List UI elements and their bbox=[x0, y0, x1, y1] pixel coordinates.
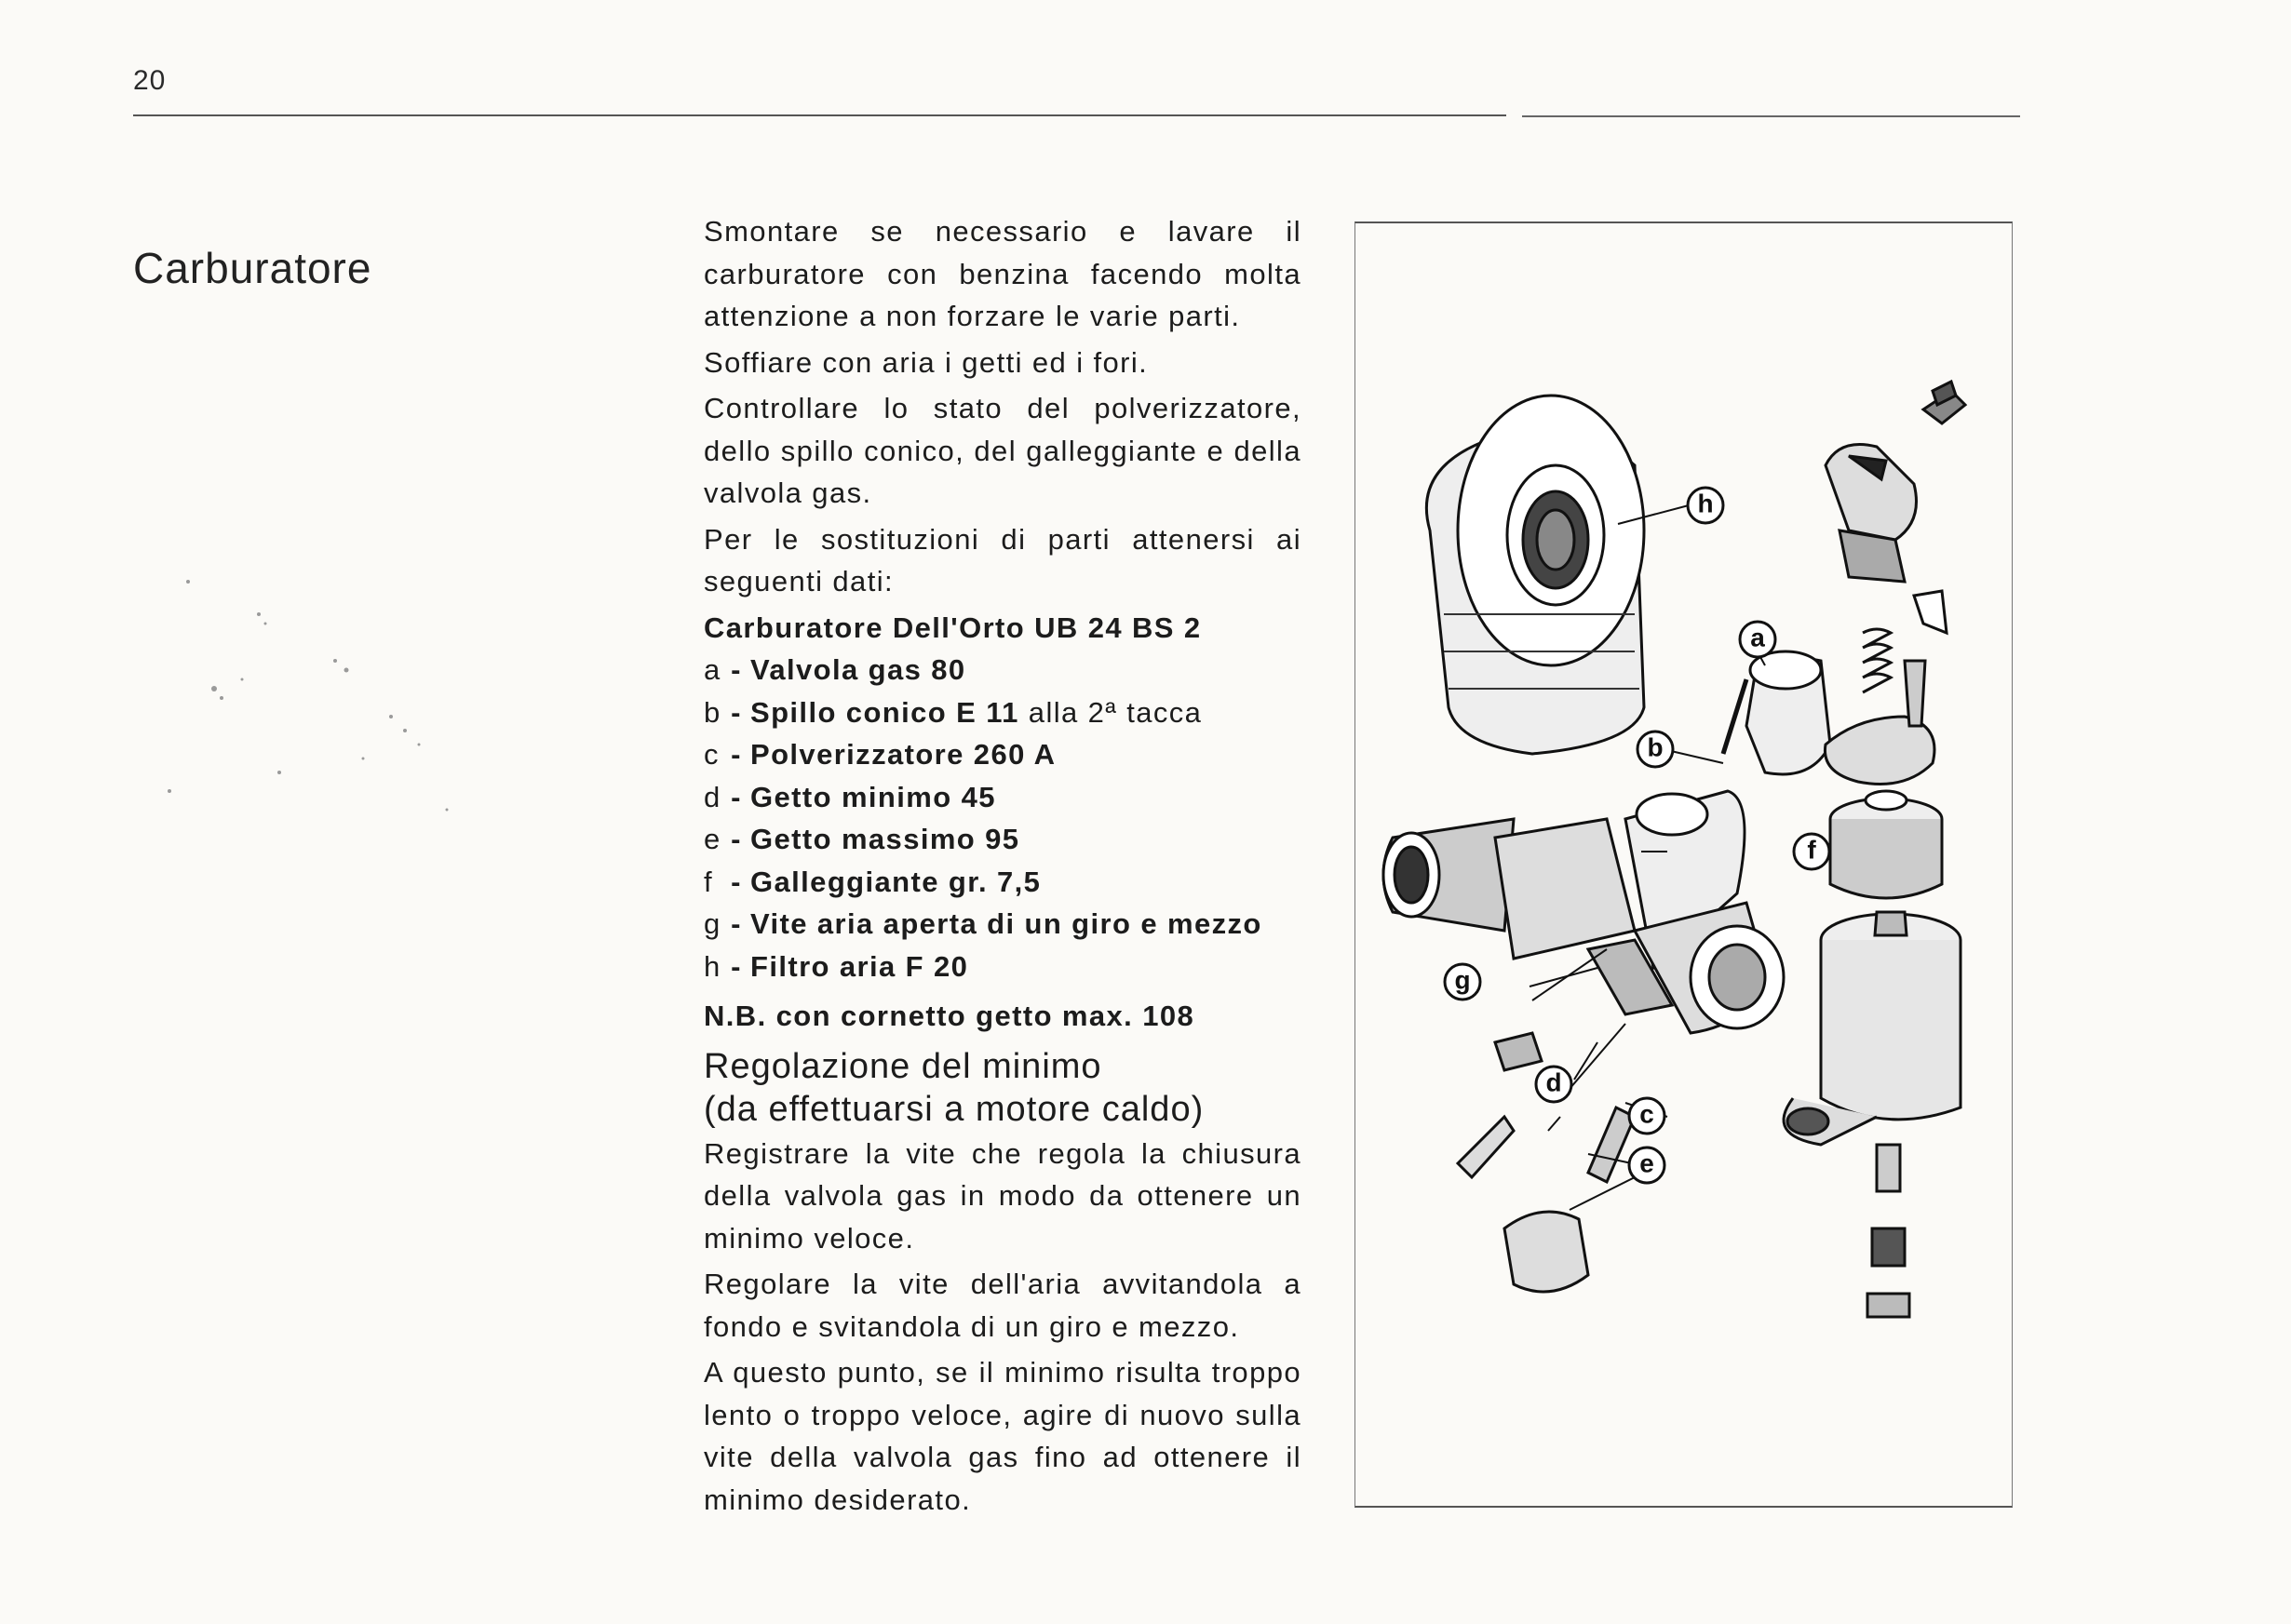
intro-paragraph-1: Smontare se necessario e lavare il carburatore con benzina facendo molta attenzione a non forzare le varie parti. bbox=[704, 215, 1301, 332]
callout-a: a bbox=[1750, 623, 1765, 652]
callout-b: b bbox=[1647, 732, 1664, 762]
float-bowl-part bbox=[1784, 912, 1961, 1317]
spec-letter: g bbox=[704, 907, 721, 940]
spec-item: f - Galleggiante gr. 7,5 bbox=[704, 861, 1301, 904]
spring-part bbox=[1863, 629, 1891, 692]
spec-value: Valvola gas 80 bbox=[750, 653, 966, 686]
spec-item: g - Vite aria aperta di un giro e mezzo bbox=[704, 903, 1301, 946]
carburetor-cap-part bbox=[1826, 382, 1965, 633]
section-title: Carburatore bbox=[133, 243, 372, 292]
spec-value: Spillo conico E 11 bbox=[750, 695, 1019, 729]
main-text-column bbox=[704, 210, 1301, 1524]
atomizer-part bbox=[1588, 1107, 1635, 1182]
subsection-title-line-2: (da effettuarsi a motore caldo) bbox=[704, 1089, 1205, 1129]
idle-paragraph-1: Registrare la vite che regola la chiusura della valvola gas in modo da ottenere un minimo veloce. bbox=[704, 1136, 1301, 1255]
spec-item: e - Getto massimo 95 bbox=[704, 818, 1301, 861]
spec-value: Filtro aria F 20 bbox=[750, 949, 969, 983]
callout-d: d bbox=[1545, 1067, 1562, 1097]
scan-specks bbox=[149, 558, 503, 838]
subsection-title bbox=[704, 1045, 1301, 1131]
spec-item: d - Getto minimo 45 bbox=[704, 776, 1301, 819]
spec-item: c - Polverizzatore 260 A bbox=[704, 733, 1301, 776]
intro-paragraph-4: Per le sostituzioni di parti attenersi ai seguenti dati: bbox=[704, 522, 1301, 597]
header-rule bbox=[133, 114, 1506, 116]
spec-item: h - Filtro aria F 20 bbox=[704, 946, 1301, 988]
air-screw-part bbox=[1495, 1033, 1542, 1070]
spec-value: Galleggiante gr. 7,5 bbox=[750, 865, 1042, 898]
spec-letter: a bbox=[704, 653, 721, 686]
air-filter-part bbox=[1426, 396, 1644, 754]
intro-paragraph-2: Soffiare con aria i getti ed i fori. bbox=[704, 345, 1149, 379]
spec-value: Vite aria aperta di un giro e mezzo bbox=[750, 907, 1262, 940]
spec-letter: b bbox=[704, 695, 721, 729]
exploded-view-figure bbox=[1354, 221, 2013, 1508]
idle-paragraph-3: A questo punto, se il minimo risulta troppo lento o troppo veloce, agire di nuovo sulla vite della valvola gas fino ad ottenere il minimo desiderato. bbox=[704, 1356, 1301, 1516]
spec-item: b - Spillo conico E 11 alla 2ª tacca bbox=[704, 691, 1301, 734]
callout-c: c bbox=[1639, 1099, 1654, 1129]
callout-h: h bbox=[1697, 489, 1714, 518]
idle-paragraph-2: Regolare la vite dell'aria avvitandola a fondo e svitandola di un giro e mezzo. bbox=[704, 1268, 1301, 1343]
callout-g: g bbox=[1454, 965, 1471, 995]
subsection-title-line-1: Regolazione del minimo bbox=[704, 1046, 1102, 1086]
spec-title: Carburatore Dell'Orto UB 24 BS 2 bbox=[704, 611, 1202, 644]
spec-item: a - Valvola gas 80 bbox=[704, 649, 1301, 691]
carburetor-exploded-diagram bbox=[1355, 223, 2012, 1506]
spec-value: Getto massimo 95 bbox=[750, 823, 1020, 855]
spec-extra: alla 2ª tacca bbox=[1028, 695, 1203, 729]
spec-letter: f bbox=[704, 865, 714, 898]
spec-value: Getto minimo 45 bbox=[750, 780, 996, 813]
page-number: 20 bbox=[133, 65, 167, 96]
needle-part bbox=[1723, 679, 1746, 754]
header-rule-right bbox=[1522, 115, 2020, 117]
idle-jet-part bbox=[1458, 1117, 1514, 1177]
intro-paragraph-3: Controllare lo stato del polverizzatore, dello spillo conico, del galleggiante e della valvola gas. bbox=[704, 392, 1301, 509]
callout-f: f bbox=[1807, 835, 1816, 865]
main-jet-part bbox=[1504, 1212, 1588, 1292]
spec-letter: h bbox=[704, 949, 721, 983]
callout-e: e bbox=[1639, 1148, 1654, 1178]
nb-note: N.B. con cornetto getto max. 108 bbox=[704, 1000, 1195, 1032]
spec-letter: c bbox=[704, 738, 720, 771]
spec-list bbox=[704, 649, 1301, 987]
spec-letter: d bbox=[704, 780, 721, 813]
spec-letter: e bbox=[704, 823, 721, 855]
float-part bbox=[1830, 791, 1942, 898]
carburetor-body-part bbox=[1383, 791, 1784, 1033]
spec-value: Polverizzatore 260 A bbox=[750, 738, 1057, 771]
